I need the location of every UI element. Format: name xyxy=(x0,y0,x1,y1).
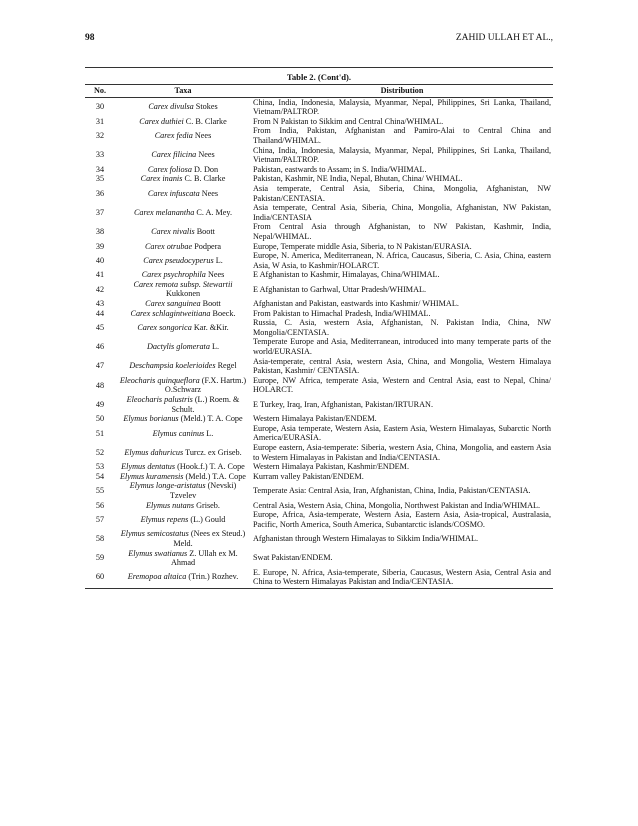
table-row xyxy=(85,242,553,252)
row-number: 60 xyxy=(85,568,115,589)
table-row xyxy=(85,443,553,462)
table-row xyxy=(85,414,553,424)
taxon-name: Carex melanantha xyxy=(133,207,195,217)
table-row xyxy=(85,481,553,500)
taxon-author: L. xyxy=(206,428,214,438)
taxon-cell xyxy=(115,146,251,165)
taxon-author: (L.) Gould xyxy=(190,514,226,524)
taxon-cell xyxy=(115,117,251,127)
table-row xyxy=(85,529,553,548)
row-number: 55 xyxy=(95,486,105,496)
taxon-name: Elymus semicostatus xyxy=(120,529,189,539)
taxon-cell xyxy=(115,165,251,175)
distribution-cell: E. Europe, N. Africa, Asia-temperate, Siberia, Caucasus, Western Asia, Central Asia and China to Western Himalayas Pakistan and India/CENTASIA. xyxy=(251,568,553,589)
distribution-cell: Pakistan, Kashmir, NE India, Nepal, Bhutan, China/ WHIMAL. xyxy=(253,174,463,184)
table-body xyxy=(85,97,553,588)
column-header-distribution: Distribution xyxy=(251,85,553,98)
row-number: 44 xyxy=(95,308,105,318)
taxon-author: Boott xyxy=(196,227,215,237)
taxon-author: (F.X. Hartm.) O.Schwarz xyxy=(164,375,247,395)
distribution-cell: China, India, Indonesia, Malaysia, Myanmar, Nepal, Philippines, Sri Lanka, Thailand, Vietnam/PALTROP. xyxy=(253,97,551,117)
row-number: 42 xyxy=(95,284,105,294)
row-number: 53 xyxy=(95,462,105,472)
row-number: 33 xyxy=(95,150,105,160)
row-number: 47 xyxy=(95,361,105,371)
taxon-name: Elymus longe-aristatus xyxy=(129,481,206,491)
taxon-cell xyxy=(115,549,251,568)
taxon-cell xyxy=(115,568,251,589)
row-number: 31 xyxy=(95,116,105,126)
distribution-cell: Afghanistan and Pakistan, eastwards into Kashmir/ WHIMAL. xyxy=(253,299,459,309)
taxon-author: Turcz. ex Griseb. xyxy=(185,447,242,457)
taxon-name: Carex schlagintweitiana xyxy=(130,308,211,318)
table-row xyxy=(85,318,553,337)
row-number: 30 xyxy=(95,102,105,112)
distribution-cell: China, India, Indonesia, Malaysia, Myanmar, Nepal, Philippines, Sri Lanka, Thailand, Vietnam/PALTROP. xyxy=(253,145,551,165)
taxon-cell xyxy=(115,472,251,482)
distribution-cell: E Afghanistan to Kashmir, Himalayas, China/WHIMAL. xyxy=(253,270,440,280)
taxon-author: Z. Ullah ex M. Ahmad xyxy=(170,548,238,568)
distribution-cell: From Pakistan to Himachal Pradesh, India/WHIMAL. xyxy=(253,308,431,318)
page-number: 98 xyxy=(85,33,95,43)
taxon-name: Deschampsia koelerioides xyxy=(129,361,216,371)
taxon-name: Carex filicina xyxy=(151,150,197,160)
table-row xyxy=(85,395,553,414)
row-number: 40 xyxy=(95,255,105,265)
distribution-cell: From India, Pakistan, Afghanistan and Pamiro-Alai to Central China and Thailand/WHIMAL. xyxy=(253,126,551,145)
running-header xyxy=(85,33,553,47)
table-row xyxy=(85,184,553,203)
taxon-cell xyxy=(115,376,251,395)
row-number: 58 xyxy=(95,534,105,544)
taxon-author: Stokes xyxy=(195,102,218,112)
distribution-cell: Temperate Europe and Asia, Mediterranean, introduced into many temperate parts of the world/EURASIA. xyxy=(253,337,551,357)
taxon-name: Carex divulsa xyxy=(148,102,194,112)
table-row xyxy=(85,501,553,511)
taxon-author: Kukkonen xyxy=(165,289,201,299)
table-row xyxy=(85,376,553,395)
distribution-cell: Pakistan, eastwards to Assam; in S. India/WHIMAL. xyxy=(253,164,427,174)
distribution-cell: Kurram valley Pakistan/ENDEM. xyxy=(253,471,364,481)
taxon-name: Carex sanguinea xyxy=(145,299,201,309)
taxon-author: Nees xyxy=(201,188,219,198)
taxon-author: Kar. &Kir. xyxy=(193,323,229,333)
taxon-cell xyxy=(115,251,251,270)
taxon-author: Boeck. xyxy=(212,308,236,318)
taxon-author: Nees xyxy=(194,131,212,141)
distribution-cell: From Central Asia through Afghanistan, to NW Pakistan, Kashmir, India, Nepal/WHIMAL. xyxy=(253,222,551,241)
distribution-cell: Europe, N. America, Mediterranean, N. Africa, Caucasus, Siberia, C. Asia, China, eastern Asia, W Asia, to Kashmir/HOLARCT. xyxy=(253,251,551,270)
table-row xyxy=(85,126,553,145)
distribution-cell: From N Pakistan to Sikkim and Central China/WHIMAL. xyxy=(253,116,444,126)
taxon-name: Carex duthiei xyxy=(139,116,184,126)
taxon-name: Elymus kuramensis xyxy=(120,471,184,481)
taxon-author: L. xyxy=(211,342,220,352)
row-number: 41 xyxy=(95,270,105,280)
taxon-author: Regel xyxy=(217,361,237,371)
row-number: 43 xyxy=(95,299,105,309)
table-row xyxy=(85,472,553,482)
taxon-name: Elymus borianus xyxy=(123,414,179,424)
taxon-author: Boott xyxy=(202,299,221,309)
taxon-name: Carex songorica xyxy=(137,323,192,333)
distribution-cell: Western Himalaya Pakistan/ENDEM. xyxy=(253,414,377,424)
table-row xyxy=(85,424,553,443)
row-number: 54 xyxy=(95,471,105,481)
taxon-name: Carex inanis xyxy=(140,174,183,184)
table-row xyxy=(85,568,553,589)
distribution-cell: Temperate Asia: Central Asia, Iran, Afghanistan, China, India, Pakistan/CENTASIA. xyxy=(253,486,531,496)
taxon-cell xyxy=(115,357,251,376)
taxon-cell xyxy=(115,184,251,203)
distribution-cell: Asia temperate, Central Asia, Siberia, China, Mongolia, Afghanistan, NW Pakistan/CENTASIA. xyxy=(253,183,551,203)
taxon-cell xyxy=(115,481,251,500)
taxon-author: (Meld.) T. A. Cope xyxy=(180,414,243,424)
distribution-cell: Asia temperate, Central Asia, Siberia, China, Mongolia, Afghanistan, NW Pakistan, India/CENTASIA xyxy=(253,203,551,222)
taxon-author: (Nevski) Tzvelev xyxy=(169,481,237,500)
taxon-name: Elymus repens xyxy=(140,514,189,524)
table-row xyxy=(85,270,553,280)
taxon-cell xyxy=(115,337,251,356)
row-number: 57 xyxy=(95,514,105,524)
row-number: 52 xyxy=(95,447,105,457)
row-number: 38 xyxy=(95,227,105,237)
table-row xyxy=(85,462,553,472)
taxon-cell xyxy=(115,318,251,337)
table-row xyxy=(85,97,553,117)
row-number: 39 xyxy=(95,241,105,251)
taxon-name: Eleocharis quinqueflora xyxy=(119,375,200,385)
column-header-no: No. xyxy=(85,85,115,98)
distribution-cell: Russia, C. Asia, western Asia, Afghanistan, N. Pakistan India, China, NW Mongolia/CENTASIA. xyxy=(253,318,551,337)
taxon-author: (Hook.f.) T. A. Cope xyxy=(177,462,245,472)
taxon-author: Nees xyxy=(198,150,215,160)
row-number: 35 xyxy=(95,174,105,184)
taxon-name: Elymus dentatus xyxy=(121,462,176,472)
table-header-row xyxy=(85,85,553,98)
table-row xyxy=(85,337,553,356)
row-number: 48 xyxy=(95,380,105,390)
taxon-author: D. Don xyxy=(193,164,219,174)
running-authors: ZAHID ULLAH ET AL., xyxy=(455,33,553,43)
taxon-cell xyxy=(115,462,251,472)
row-number: 34 xyxy=(95,164,105,174)
table-row xyxy=(85,251,553,270)
distribution-cell: E Afghanistan to Garhwal, Uttar Pradesh/WHIMAL. xyxy=(253,284,427,294)
column-header-taxa: Taxa xyxy=(115,85,251,98)
taxon-name: Carex remota subsp. Stewartii xyxy=(133,279,233,289)
row-number: 32 xyxy=(95,131,105,141)
taxon-name: Carex otrubae xyxy=(144,241,193,251)
taxon-author: Podpera xyxy=(194,241,222,251)
taxon-author: C. B. Clarke xyxy=(184,174,226,184)
row-number: 51 xyxy=(95,428,105,438)
table-row xyxy=(85,146,553,165)
taxon-cell xyxy=(115,501,251,511)
table-row xyxy=(85,165,553,175)
distribution-cell: Europe eastern, Asia-temperate: Siberia, western Asia, China, Mongolia, and eastern Asia to Western Himalayas in Pakistan and India/CENTASIA. xyxy=(253,442,551,462)
taxon-name: Elymus dahuricus xyxy=(124,447,184,457)
taxon-author: (Trin.) Rozhev. xyxy=(188,572,239,582)
row-number: 37 xyxy=(95,207,105,217)
taxon-cell xyxy=(115,97,251,117)
distribution-cell: Europe, NW Africa, temperate Asia, Western and Central Asia, east to Nepal, China/ HOLARCT. xyxy=(253,375,551,395)
table-row xyxy=(85,510,553,529)
distribution-cell: Central Asia, Western Asia, China, Mongolia, Northwest Pakistan and India/WHIMAL. xyxy=(253,500,541,510)
taxon-author: C. A. Mey. xyxy=(196,207,233,217)
taxon-cell xyxy=(115,126,251,145)
distribution-cell: Western Himalaya Pakistan, Kashmir/ENDEM. xyxy=(253,462,410,472)
caption-top-rule xyxy=(85,67,553,68)
table-caption: Table 2. (Cont'd). xyxy=(286,72,352,82)
taxon-author: Griseb. xyxy=(196,500,220,510)
taxon-name: Carex fedia xyxy=(154,131,193,141)
taxon-author: L. xyxy=(215,255,223,265)
row-number: 36 xyxy=(95,188,105,198)
table-row xyxy=(85,117,553,127)
distribution-table xyxy=(85,84,553,589)
table-row xyxy=(85,549,553,568)
distribution-cell: Europe, Africa, Asia-temperate, Western Asia, Eastern Asia, Asia-tropical, Australasia, Pacific, North America, South America, Subantarctic islands/COSMO. xyxy=(253,510,551,529)
taxon-name: Elymus nutans xyxy=(146,500,195,510)
taxon-cell xyxy=(115,309,251,319)
taxon-author: Nees xyxy=(207,270,225,280)
table-row xyxy=(85,309,553,319)
taxon-author: (L.) Roem. & Schult. xyxy=(171,395,240,414)
taxon-cell xyxy=(115,280,251,299)
taxon-author: (Nees ex Steud.) Meld. xyxy=(173,529,246,548)
table-row xyxy=(85,280,553,299)
table-row xyxy=(85,357,553,376)
taxon-name: Eleocharis palustris xyxy=(126,395,193,404)
taxon-name: Carex pseudocyperus xyxy=(143,255,214,265)
distribution-cell: E Turkey, Iraq, Iran, Afghanistan, Pakistan/IRTURAN. xyxy=(253,399,433,409)
taxon-cell xyxy=(115,174,251,184)
taxon-name: Elymus swatianus xyxy=(128,548,188,558)
taxon-name: Carex infuscata xyxy=(147,188,200,198)
table-row xyxy=(85,203,553,222)
table-row xyxy=(85,222,553,241)
taxon-cell xyxy=(115,510,251,529)
taxon-cell xyxy=(115,414,251,424)
taxon-author: (Meld.) T.A. Cope xyxy=(185,471,246,481)
taxon-name: Carex nivalis xyxy=(151,227,195,237)
taxon-cell xyxy=(115,203,251,222)
distribution-cell: Europe, Temperate middle Asia, Siberia, to N Pakistan/EURASIA. xyxy=(253,241,472,251)
row-number: 50 xyxy=(95,414,105,424)
taxon-cell xyxy=(115,443,251,462)
taxon-name: Carex foliosa xyxy=(147,164,192,174)
distribution-cell: Swat Pakistan/ENDEM. xyxy=(253,553,333,563)
row-number: 56 xyxy=(95,500,105,510)
table-row xyxy=(85,174,553,184)
table-row xyxy=(85,299,553,309)
taxon-cell xyxy=(115,395,251,414)
row-number: 45 xyxy=(95,323,105,333)
distribution-cell: Asia-temperate, central Asia, western Asia, China, and Mongolia, Western Himalaya Pakistan, Kashmir/ CENTASIA. xyxy=(253,356,551,376)
taxon-cell xyxy=(115,529,251,548)
taxon-name: Eremopoa altaica xyxy=(127,572,187,582)
row-number: 46 xyxy=(95,342,105,352)
distribution-cell: Europe, Asia temperate, Western Asia, Eastern Asia, Western Himalayas, Subarctic North America/EURASIA. xyxy=(253,423,551,443)
taxon-name: Dactylis glomerata xyxy=(146,342,210,352)
taxon-cell xyxy=(115,299,251,309)
row-number: 59 xyxy=(95,553,105,563)
taxon-cell xyxy=(115,222,251,241)
distribution-cell: Afghanistan through Western Himalayas to Sikkim India/WHIMAL. xyxy=(253,534,478,544)
taxon-author: C. B. Clarke xyxy=(185,116,227,126)
taxon-cell xyxy=(115,424,251,443)
taxon-name: Carex psychrophila xyxy=(141,270,206,280)
taxon-cell xyxy=(115,270,251,280)
row-number: 49 xyxy=(95,399,105,409)
taxon-name: Elymus caninus xyxy=(152,428,205,438)
taxon-cell xyxy=(115,242,251,252)
